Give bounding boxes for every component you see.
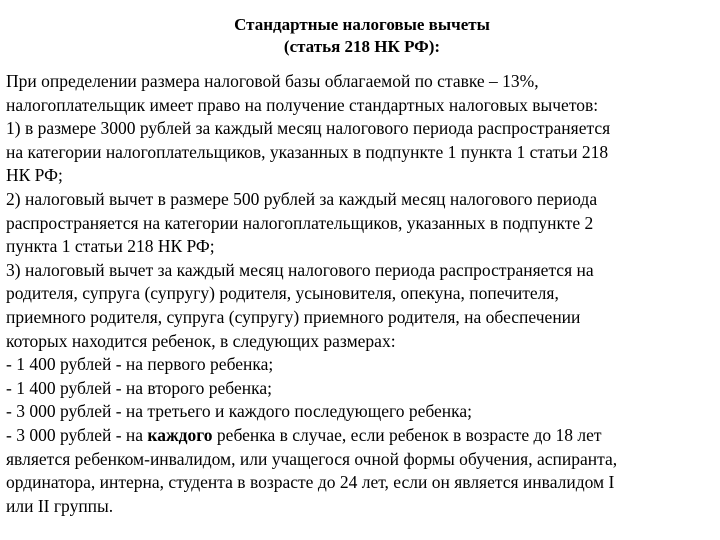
body-line: 2) налоговый вычет в размере 500 рублей за каждый месяц налогового периода <box>6 188 598 209</box>
body-text <box>6 70 718 518</box>
body-line: на категории налогоплательщиков, указанных в подпункте 1 пункта 1 статьи 218 <box>6 141 609 162</box>
body-line: является ребенком-инвалидом, или учащегося очной формы обучения, аспиранта, <box>6 448 618 469</box>
list-item-prefix: - 3 000 рублей - на <box>6 424 148 445</box>
list-item-first-child: - 1 400 рублей - на первого ребенка; <box>6 354 274 375</box>
list-item-third-child: - 3 000 рублей - на третьего и каждого последующего ребенка; <box>6 401 473 422</box>
body-line: или II группы. <box>6 495 114 516</box>
body-line: приемного родителя, супруга (супругу) приемного родителя, на обеспечении <box>6 306 581 327</box>
body-line: пункта 1 статьи 218 НК РФ; <box>6 236 215 257</box>
body-line: При определении размера налоговой базы облагаемой по ставке – 13%, <box>6 71 539 91</box>
body-line: ординатора, интерна, студента в возрасте до 24 лет, если он является инвалидом I <box>6 472 615 493</box>
list-item-suffix: ребенка в случае, если ребенок в возрасте до 18 лет <box>212 424 602 445</box>
title-line-2: (статья 218 НК РФ): <box>283 37 441 56</box>
body-line: налогоплательщик имеет право на получение стандартных налоговых вычетов: <box>6 94 599 115</box>
body-line: которых находится ребенок, в следующих размерах: <box>6 330 396 351</box>
list-item-disabled-child <box>6 424 718 448</box>
body-line: распространяется на категории налогоплательщиков, указанных в подпункте 2 <box>6 212 594 233</box>
emphasis-word: каждого <box>147 424 213 445</box>
body-line: 3) налоговый вычет за каждый месяц налогового периода распространяется на <box>6 259 594 280</box>
list-item-second-child: - 1 400 рублей - на второго ребенка; <box>6 377 272 398</box>
title-line-1: Стандартные налоговые вычеты <box>234 15 490 34</box>
body-line: родителя, супруга (супругу) родителя, усыновителя, опекуна, попечителя, <box>6 283 559 304</box>
body-line: НК РФ; <box>6 165 63 186</box>
title-block <box>0 14 720 58</box>
body-line: 1) в размере 3000 рублей за каждый месяц налогового периода распространяется <box>6 118 611 139</box>
